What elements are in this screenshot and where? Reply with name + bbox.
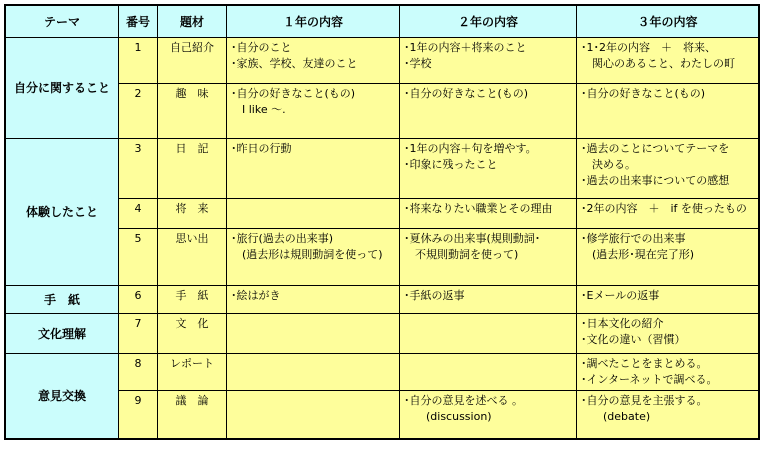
- row-subject: 趣 味: [158, 84, 226, 138]
- row-number: 2: [119, 84, 157, 138]
- theme-cell: 手 紙: [6, 286, 118, 313]
- row-year1-content: [227, 354, 399, 390]
- header-year3: ３年の内容: [577, 6, 758, 37]
- row-year3-content: ･過去のことについてテーマを 決める。 ･過去の出来事についての感想: [577, 139, 758, 198]
- row-year1-content: [227, 199, 399, 228]
- row-year2-content: ･1年の内容＋将来のこと ･学校: [400, 38, 576, 83]
- theme-cell: 自分に関すること: [6, 38, 118, 138]
- row-year3-content: ･調べたことをまとめる。 ･インターネットで調べる。: [577, 354, 758, 390]
- row-number: 7: [119, 314, 157, 353]
- row-year1-content: ･自分のこと ･家族、学校、友達のこと: [227, 38, 399, 83]
- curriculum-table: [4, 4, 760, 440]
- row-subject: 日 記: [158, 139, 226, 198]
- row-year3-content: ･1･2年の内容 ＋ 将来、 関心のあること、わたしの町: [577, 38, 758, 83]
- row-year2-content: [400, 314, 576, 353]
- row-number: 1: [119, 38, 157, 83]
- row-number: 5: [119, 229, 157, 285]
- row-subject: 手 紙: [158, 286, 226, 313]
- header-subject: 題材: [158, 6, 226, 37]
- row-year2-content: ･夏休みの出来事(規則動詞･ 不規則動詞を使って): [400, 229, 576, 285]
- row-year1-content: ･自分の好きなこと(もの) I like ～.: [227, 84, 399, 138]
- row-number: 8: [119, 354, 157, 390]
- header-year1: １年の内容: [227, 6, 399, 37]
- row-number: 9: [119, 391, 157, 438]
- row-year2-content: ･手紙の返事: [400, 286, 576, 313]
- row-subject: 思い出: [158, 229, 226, 285]
- row-subject: レポート: [158, 354, 226, 390]
- row-number: 3: [119, 139, 157, 198]
- row-number: 6: [119, 286, 157, 313]
- row-year3-content: ･Eメールの返事: [577, 286, 758, 313]
- row-year1-content: ･絵はがき: [227, 286, 399, 313]
- row-subject: 自己紹介: [158, 38, 226, 83]
- theme-cell: 体験したこと: [6, 139, 118, 285]
- row-year3-content: ･日本文化の紹介 ･文化の違い（習慣）: [577, 314, 758, 353]
- row-year2-content: ･将来なりたい職業とその理由: [400, 199, 576, 228]
- theme-cell: 意見交換: [6, 354, 118, 438]
- row-year1-content: ･昨日の行動: [227, 139, 399, 198]
- header-theme: テーマ: [6, 6, 118, 37]
- row-number: 4: [119, 199, 157, 228]
- row-year1-content: ･旅行(過去の出来事) (過去形は規則動詞を使って): [227, 229, 399, 285]
- header-number: 番号: [119, 6, 157, 37]
- row-year3-content: ･修学旅行での出来事 (過去形･現在完了形): [577, 229, 758, 285]
- row-subject: 文 化: [158, 314, 226, 353]
- row-year1-content: [227, 314, 399, 353]
- row-year1-content: [227, 391, 399, 438]
- row-subject: 将 来: [158, 199, 226, 228]
- row-year3-content: ･自分の好きなこと(もの): [577, 84, 758, 138]
- row-year2-content: ･1年の内容＋句を増やす。 ･印象に残ったこと: [400, 139, 576, 198]
- theme-cell: 文化理解: [6, 314, 118, 353]
- row-year2-content: [400, 354, 576, 390]
- row-year2-content: ･自分の好きなこと(もの): [400, 84, 576, 138]
- header-year2: ２年の内容: [400, 6, 576, 37]
- row-year3-content: ･自分の意見を主張する。 (debate): [577, 391, 758, 438]
- row-subject: 議 論: [158, 391, 226, 438]
- row-year3-content: ･2年の内容 ＋ if を使ったもの: [577, 199, 758, 228]
- row-year2-content: ･自分の意見を述べる 。 (discussion): [400, 391, 576, 438]
